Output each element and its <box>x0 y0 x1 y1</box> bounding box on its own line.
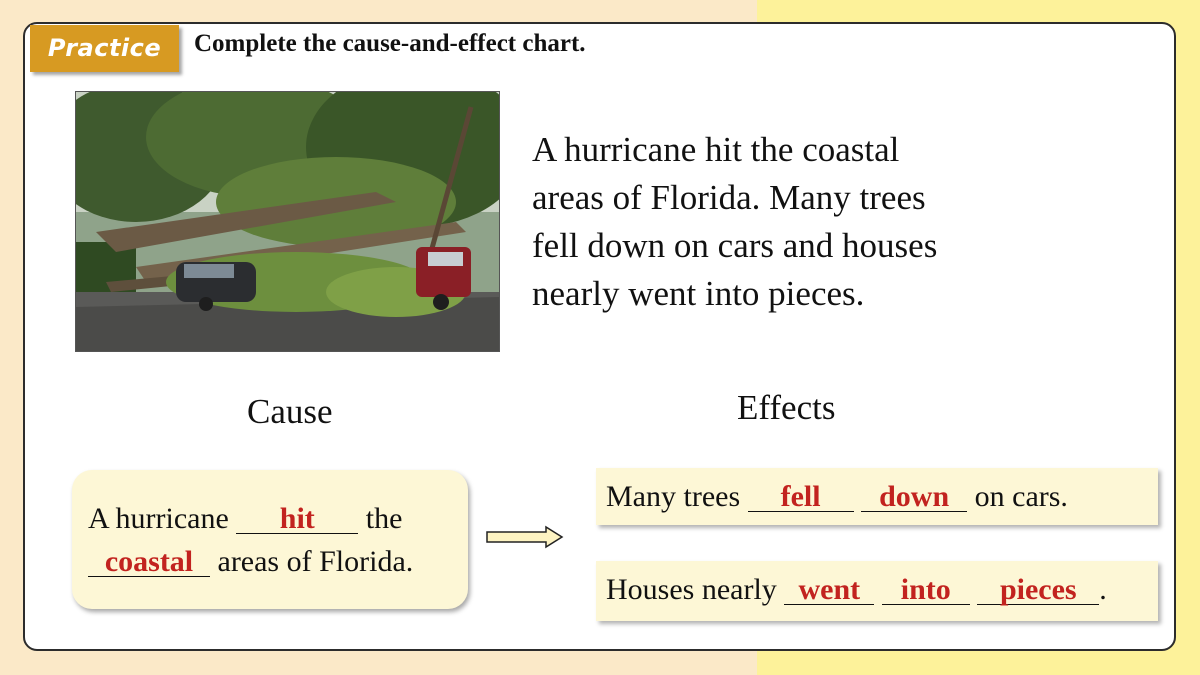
effect-box-2 <box>596 561 1158 621</box>
passage-line: areas of Florida. Many trees <box>532 178 926 217</box>
effect-blank[interactable] <box>861 480 967 513</box>
instruction-text: Complete the cause-and-effect chart. <box>194 30 586 57</box>
effect-text: Many trees <box>606 480 741 513</box>
effect-line-1 <box>606 480 1068 514</box>
arrow-right-icon <box>486 525 564 549</box>
hurricane-photo <box>75 91 500 352</box>
effects-heading: Effects <box>737 388 836 427</box>
passage-line: A hurricane hit the coastal <box>532 130 900 169</box>
answer-text: hit <box>279 502 315 535</box>
cause-box <box>72 470 468 609</box>
answer-text: fell <box>780 480 821 513</box>
answer-text: coastal <box>104 545 194 578</box>
effect-blank[interactable] <box>784 573 874 606</box>
answer-text: went <box>798 573 861 606</box>
practice-badge: Practice <box>30 25 179 72</box>
answer-text: pieces <box>999 573 1077 606</box>
cause-text: A hurricane <box>88 502 229 535</box>
cause-blank[interactable] <box>88 545 210 578</box>
cause-heading: Cause <box>247 392 333 431</box>
effect-text: Houses nearly <box>606 573 777 606</box>
cause-line-1 <box>88 502 402 536</box>
passage-line: nearly went into pieces. <box>532 274 865 313</box>
effect-text: on cars. <box>974 480 1068 513</box>
effect-text: . <box>1099 573 1107 606</box>
cause-text: the <box>365 502 403 535</box>
fallen-trees-image <box>76 92 500 352</box>
passage-line: fell down on cars and houses <box>532 226 938 265</box>
effect-box-1 <box>596 468 1158 525</box>
effect-blank[interactable] <box>748 480 854 513</box>
answer-text: down <box>879 480 950 513</box>
effect-blank[interactable] <box>977 573 1099 606</box>
effect-line-2 <box>606 573 1107 607</box>
passage <box>532 126 1052 318</box>
answer-text: into <box>900 573 951 606</box>
cause-line-2 <box>88 545 413 579</box>
cause-text: areas of Florida. <box>217 545 414 578</box>
effect-blank[interactable] <box>882 573 970 606</box>
cause-blank[interactable] <box>236 502 358 535</box>
